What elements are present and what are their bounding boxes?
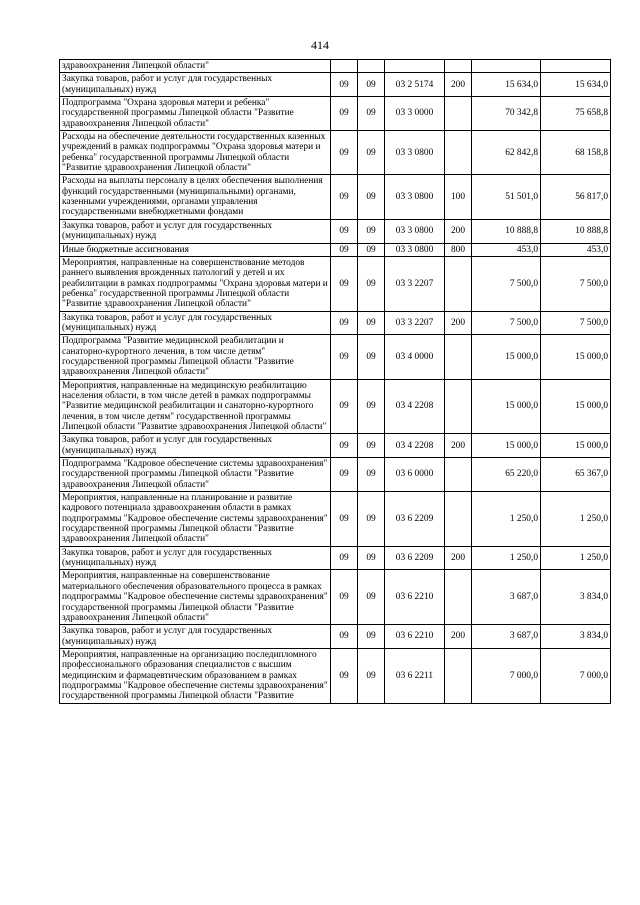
amount-year2-cell: 1 250,0 <box>541 546 611 570</box>
target-article-cell: 03 3 0000 <box>385 97 445 131</box>
expense-type-cell <box>445 570 472 625</box>
row-name-cell: Закупка товаров, работ и услуг для государственных (муниципальных) нужд <box>60 625 331 649</box>
table-row <box>60 243 611 256</box>
table-row <box>60 379 611 434</box>
target-article-cell: 03 6 2211 <box>385 648 445 703</box>
subsection-code-cell: 09 <box>358 434 385 458</box>
amount-year1-cell: 15 000,0 <box>472 434 541 458</box>
row-name-cell: Подпрограмма "Кадровое обеспечение системы здравоохранения" государственной программы Липецкой области "Развитие здравоохранения Липецкой области" <box>60 458 331 492</box>
target-article-cell: 03 6 2210 <box>385 570 445 625</box>
amount-year1-cell: 10 888,8 <box>472 219 541 243</box>
row-name-cell: Мероприятия, направленные на медицинскую реабилитацию населения области, в том числе детей в рамках подпрограммы "Развитие медицинской реабилитации и санаторно-курортного лечения, в том числе детям" государственной программы Липецкой области "Развитие здравоохранения Липецкой области" <box>60 379 331 434</box>
subsection-code-cell: 09 <box>358 458 385 492</box>
amount-year1-cell: 70 342,8 <box>472 97 541 131</box>
amount-year1-cell: 1 250,0 <box>472 546 541 570</box>
amount-year1-cell: 15 634,0 <box>472 73 541 97</box>
amount-year2-cell: 75 658,8 <box>541 97 611 131</box>
subsection-code-cell: 09 <box>358 492 385 547</box>
row-name-cell: Закупка товаров, работ и услуг для государственных (муниципальных) нужд <box>60 219 331 243</box>
amount-year2-cell: 453,0 <box>541 243 611 256</box>
target-article-cell <box>385 60 445 73</box>
section-code-cell: 09 <box>331 335 358 379</box>
expense-type-cell <box>445 492 472 547</box>
subsection-code-cell: 09 <box>358 335 385 379</box>
section-code-cell: 09 <box>331 311 358 335</box>
amount-year1-cell: 3 687,0 <box>472 625 541 649</box>
section-code-cell: 09 <box>331 256 358 311</box>
amount-year2-cell: 15 000,0 <box>541 434 611 458</box>
table-row <box>60 311 611 335</box>
expense-type-cell: 200 <box>445 434 472 458</box>
amount-year2-cell: 3 834,0 <box>541 625 611 649</box>
subsection-code-cell: 09 <box>358 625 385 649</box>
subsection-code-cell: 09 <box>358 648 385 703</box>
table-row <box>60 60 611 73</box>
subsection-code-cell: 09 <box>358 131 385 175</box>
section-code-cell: 09 <box>331 97 358 131</box>
row-name-cell: Подпрограмма "Развитие медицинской реабилитации и санаторно-курортного лечения, в том числе детям" государственной программы Липецкой области "Развитие здравоохранения Липецкой области" <box>60 335 331 379</box>
expense-type-cell: 200 <box>445 219 472 243</box>
subsection-code-cell: 09 <box>358 311 385 335</box>
table-row <box>60 131 611 175</box>
row-name-cell: Мероприятия, направленные на организацию последипломного профессионального образования специалистов с высшим медицинским и фармацевтическим образованием в рамках подпрограммы "Кадровое обеспечение системы здравоохранения" государственной программы Липецкой области "Развитие <box>60 648 331 703</box>
target-article-cell: 03 6 0000 <box>385 458 445 492</box>
amount-year2-cell <box>541 60 611 73</box>
section-code-cell: 09 <box>331 492 358 547</box>
expense-type-cell <box>445 458 472 492</box>
subsection-code-cell: 09 <box>358 243 385 256</box>
target-article-cell: 03 3 0800 <box>385 243 445 256</box>
subsection-code-cell: 09 <box>358 219 385 243</box>
row-name-cell: Мероприятия, направленные на совершенствование материального обеспечения образовательного процесса в рамках подпрограммы "Кадровое обеспечение системы здравоохранения" государственной программы Липецкой области "Развитие здравоохранения Липецкой области" <box>60 570 331 625</box>
amount-year2-cell: 65 367,0 <box>541 458 611 492</box>
row-name-cell: здравоохранения Липецкой области" <box>60 60 331 73</box>
section-code-cell: 09 <box>331 570 358 625</box>
target-article-cell: 03 4 0000 <box>385 335 445 379</box>
expense-type-cell: 200 <box>445 311 472 335</box>
table-row <box>60 97 611 131</box>
amount-year2-cell: 15 634,0 <box>541 73 611 97</box>
expense-type-cell <box>445 60 472 73</box>
section-code-cell <box>331 60 358 73</box>
subsection-code-cell: 09 <box>358 546 385 570</box>
row-name-cell: Расходы на выплаты персоналу в целях обеспечения выполнения функций государственными (муниципальными) органами, казенными учреждениями, органами управления государственными внебюджетными фондами <box>60 175 331 219</box>
amount-year1-cell: 65 220,0 <box>472 458 541 492</box>
budget-table-body <box>60 60 611 704</box>
expense-type-cell: 200 <box>445 546 472 570</box>
section-code-cell: 09 <box>331 625 358 649</box>
expense-type-cell <box>445 335 472 379</box>
section-code-cell: 09 <box>331 219 358 243</box>
expense-type-cell <box>445 648 472 703</box>
row-name-cell: Подпрограмма "Охрана здоровья матери и ребенка" государственной программы Липецкой области "Развитие здравоохранения Липецкой области" <box>60 97 331 131</box>
table-row <box>60 570 611 625</box>
section-code-cell: 09 <box>331 434 358 458</box>
section-code-cell: 09 <box>331 243 358 256</box>
amount-year1-cell: 15 000,0 <box>472 379 541 434</box>
section-code-cell: 09 <box>331 546 358 570</box>
amount-year1-cell: 7 500,0 <box>472 256 541 311</box>
amount-year2-cell: 3 834,0 <box>541 570 611 625</box>
table-row <box>60 458 611 492</box>
expense-type-cell: 100 <box>445 175 472 219</box>
subsection-code-cell: 09 <box>358 256 385 311</box>
expense-type-cell <box>445 256 472 311</box>
target-article-cell: 03 6 2209 <box>385 546 445 570</box>
expense-type-cell <box>445 97 472 131</box>
row-name-cell: Мероприятия, направленные на планирование и развитие кадрового потенциала здравоохранения области в рамках подпрограммы "Кадровое обеспечение системы здравоохранения" государственной программы Липецкой области "Развитие здравоохранения Липецкой области" <box>60 492 331 547</box>
subsection-code-cell: 09 <box>358 570 385 625</box>
table-row <box>60 256 611 311</box>
target-article-cell: 03 3 0800 <box>385 219 445 243</box>
amount-year1-cell <box>472 60 541 73</box>
section-code-cell: 09 <box>331 131 358 175</box>
target-article-cell: 03 3 0800 <box>385 175 445 219</box>
table-row <box>60 73 611 97</box>
row-name-cell: Закупка товаров, работ и услуг для государственных (муниципальных) нужд <box>60 73 331 97</box>
amount-year1-cell: 3 687,0 <box>472 570 541 625</box>
target-article-cell: 03 3 2207 <box>385 256 445 311</box>
section-code-cell: 09 <box>331 648 358 703</box>
page-number: 414 <box>311 38 329 52</box>
budget-table <box>59 59 611 704</box>
amount-year2-cell: 7 500,0 <box>541 311 611 335</box>
subsection-code-cell <box>358 60 385 73</box>
expense-type-cell: 200 <box>445 625 472 649</box>
target-article-cell: 03 4 2208 <box>385 434 445 458</box>
target-article-cell: 03 3 0800 <box>385 131 445 175</box>
row-name-cell: Закупка товаров, работ и услуг для государственных (муниципальных) нужд <box>60 311 331 335</box>
subsection-code-cell: 09 <box>358 379 385 434</box>
amount-year2-cell: 15 000,0 <box>541 379 611 434</box>
table-row <box>60 434 611 458</box>
amount-year1-cell: 453,0 <box>472 243 541 256</box>
target-article-cell: 03 2 5174 <box>385 73 445 97</box>
table-row <box>60 648 611 703</box>
amount-year2-cell: 7 500,0 <box>541 256 611 311</box>
amount-year2-cell: 68 158,8 <box>541 131 611 175</box>
row-name-cell: Иные бюджетные ассигнования <box>60 243 331 256</box>
expense-type-cell: 200 <box>445 73 472 97</box>
amount-year1-cell: 1 250,0 <box>472 492 541 547</box>
target-article-cell: 03 6 2210 <box>385 625 445 649</box>
row-name-cell: Мероприятия, направленные на совершенствование методов раннего выявления врожденных патологий у детей и их реабилитации в рамках подпрограммы "Охрана здоровья матери и ребенка" государственной программы Липецкой области "Развитие здравоохранения Липецкой области" <box>60 256 331 311</box>
amount-year2-cell: 7 000,0 <box>541 648 611 703</box>
expense-type-cell: 800 <box>445 243 472 256</box>
section-code-cell: 09 <box>331 175 358 219</box>
section-code-cell: 09 <box>331 458 358 492</box>
amount-year1-cell: 15 000,0 <box>472 335 541 379</box>
expense-type-cell <box>445 379 472 434</box>
expense-type-cell <box>445 131 472 175</box>
table-row <box>60 219 611 243</box>
table-row <box>60 175 611 219</box>
target-article-cell: 03 4 2208 <box>385 379 445 434</box>
row-name-cell: Закупка товаров, работ и услуг для государственных (муниципальных) нужд <box>60 546 331 570</box>
amount-year2-cell: 10 888,8 <box>541 219 611 243</box>
row-name-cell: Расходы на обеспечение деятельности государственных казенных учреждений в рамках подпрограммы "Охрана здоровья матери и ребенка" государственной программы Липецкой области "Развитие здравоохранения Липецкой области" <box>60 131 331 175</box>
amount-year1-cell: 62 842,8 <box>472 131 541 175</box>
table-row <box>60 546 611 570</box>
table-row <box>60 335 611 379</box>
amount-year1-cell: 51 501,0 <box>472 175 541 219</box>
section-code-cell: 09 <box>331 379 358 434</box>
amount-year1-cell: 7 500,0 <box>472 311 541 335</box>
section-code-cell: 09 <box>331 73 358 97</box>
amount-year2-cell: 56 817,0 <box>541 175 611 219</box>
amount-year1-cell: 7 000,0 <box>472 648 541 703</box>
subsection-code-cell: 09 <box>358 175 385 219</box>
target-article-cell: 03 6 2209 <box>385 492 445 547</box>
table-row <box>60 492 611 547</box>
subsection-code-cell: 09 <box>358 73 385 97</box>
amount-year2-cell: 15 000,0 <box>541 335 611 379</box>
target-article-cell: 03 3 2207 <box>385 311 445 335</box>
table-row <box>60 625 611 649</box>
row-name-cell: Закупка товаров, работ и услуг для государственных (муниципальных) нужд <box>60 434 331 458</box>
subsection-code-cell: 09 <box>358 97 385 131</box>
amount-year2-cell: 1 250,0 <box>541 492 611 547</box>
